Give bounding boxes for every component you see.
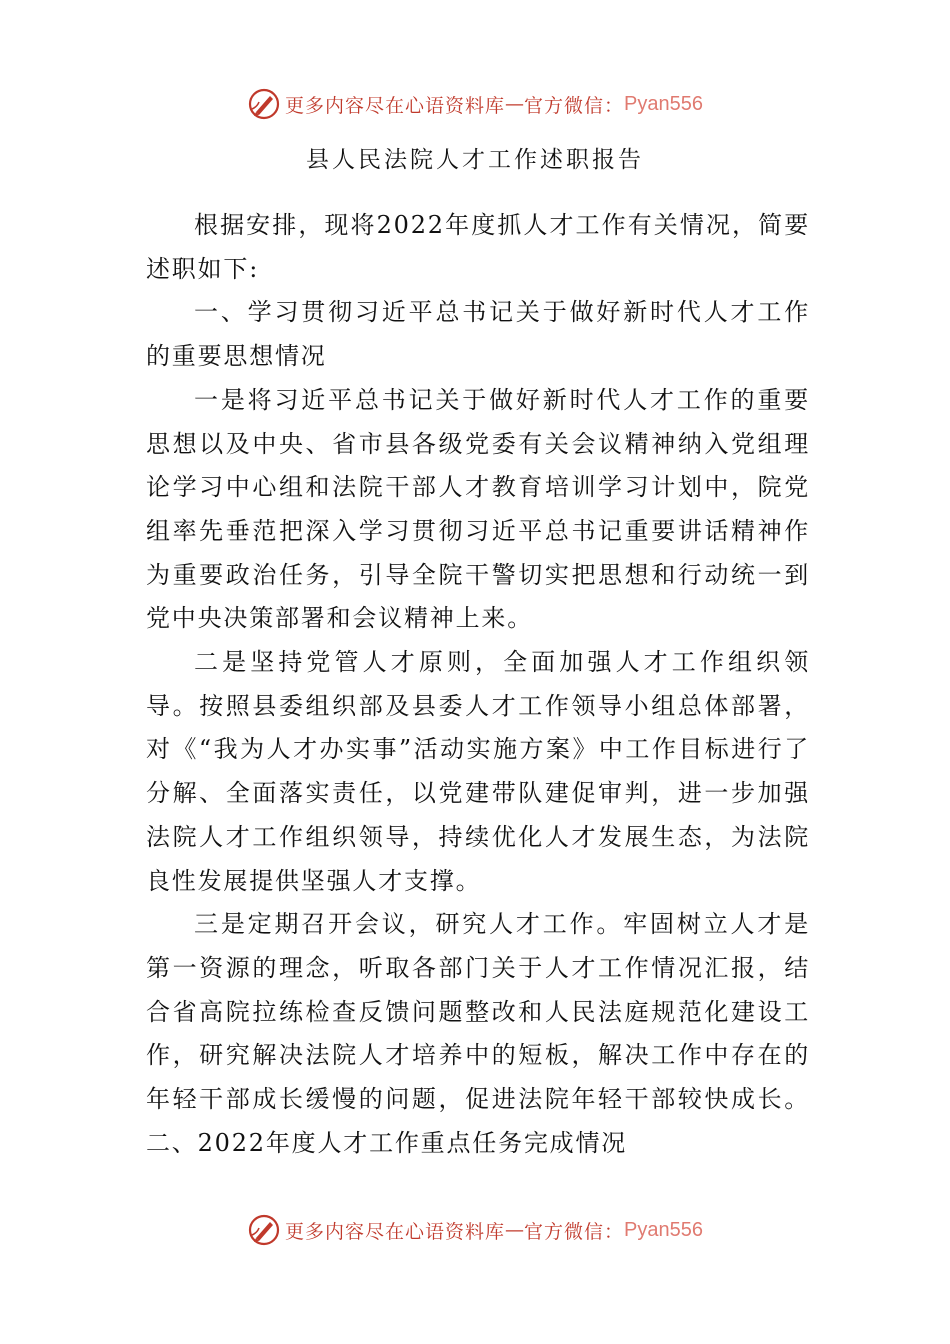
watermark-id: Pyan556 <box>624 1218 703 1241</box>
watermark-separator: — <box>505 93 525 115</box>
watermark-separator: — <box>505 1219 525 1241</box>
paragraph-point-3: 三是定期召开会议，研究人才工作。牢固树立人才是第一资源的理念，听取各部门关于人才工作情况汇报，结合省高院拉练检查反馈问题整改和人民法庭规范化建设工作，研究解决法院人才培养中的短板，解决工作中存在的年轻干部成长缓慢的问题，促进法院年轻干部较快成长。二、2022年度人才工作重点任务完成情况 <box>146 910 810 1157</box>
paragraph-point-1: 一是将习近平总书记关于做好新时代人才工作的重要思想以及中央、省市县各级党委有关会议精神纳入党组理论学习中心组和法院干部人才教育培训学习计划中，院党组率先垂范把深入学习贯彻习近平总书记重要讲话精神作为重要政治任务，引导全院干警切实把思想和行动统一到党中央决策部署和会议精神上来。 <box>146 385 810 633</box>
paragraph-point-2: 二是坚持党管人才原则，全面加强人才工作组织领导。按照县委组织部及县委人才工作领导小组总体部署，对《“我为人才办实事”活动实施方案》中工作目标进行了分解、全面落实责任，以党建带队建促审判，进一步加强法院人才工作组织领导，持续优化人才发展生态，为法院良性发展提供坚强人才支撑。 <box>146 648 810 895</box>
watermark-text: 更多内容尽在心语资料库 <box>285 94 506 117</box>
pen-seal-icon <box>247 87 281 121</box>
watermark-banner-bottom <box>0 1210 950 1250</box>
watermark-banner-top <box>0 84 950 124</box>
watermark-text: 更多内容尽在心语资料库 <box>285 1220 506 1243</box>
watermark-label: 官方微信： <box>524 1220 625 1243</box>
pen-seal-icon <box>247 1213 281 1247</box>
heading-section-1: 一、学习贯彻习近平总书记关于做好新时代人才工作的重要思想情况 <box>146 298 810 371</box>
paragraph-intro: 根据安排，现将2022年度抓人才工作有关情况，简要述职如下: <box>146 211 810 283</box>
document-body <box>146 204 810 1165</box>
watermark-label: 官方微信： <box>524 94 625 117</box>
document-title: 县人民法院人才工作述职报告 <box>306 147 644 173</box>
watermark-id: Pyan556 <box>624 92 703 115</box>
